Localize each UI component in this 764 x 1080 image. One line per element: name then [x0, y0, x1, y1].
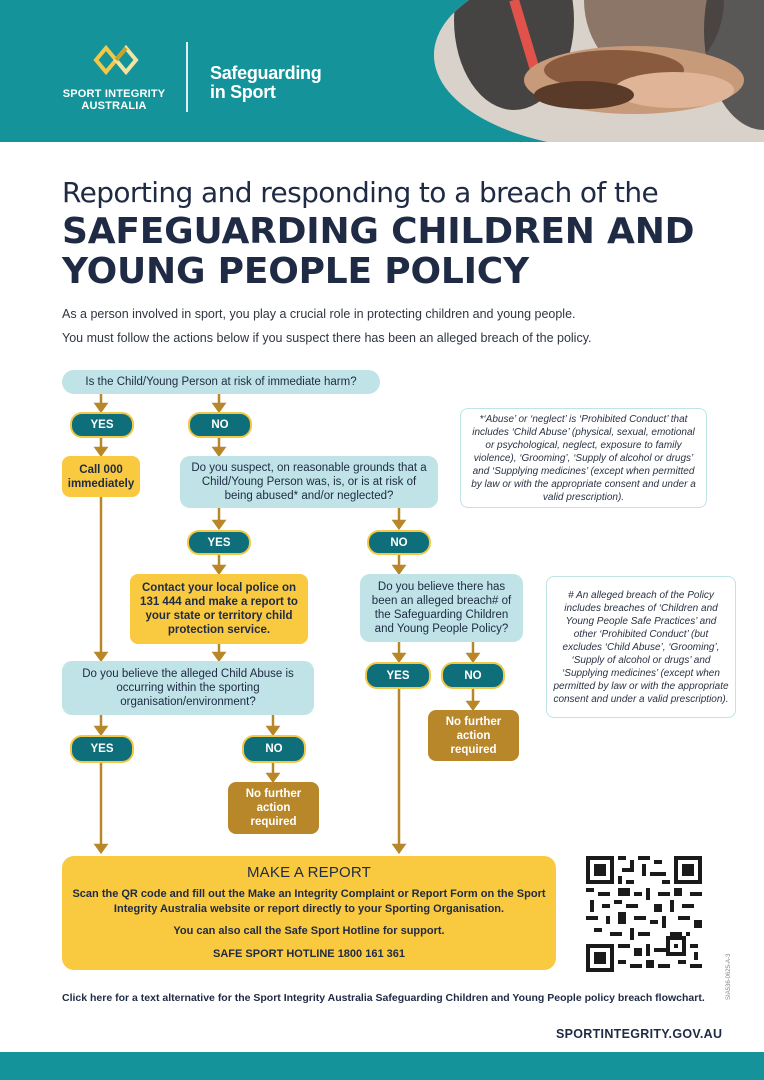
question-immediate-harm: Is the Child/Young Person at risk of immediate harm?	[62, 370, 380, 394]
yes-within-sporting-org: YES	[70, 735, 134, 763]
report-text-end: on the Sport Integrity Australia website or report directly to your Sporting Organisation.	[113, 888, 546, 915]
page-title-line2: YOUNG PEOPLE POLICY	[62, 251, 529, 292]
yes-suspect-abuse: YES	[187, 530, 251, 555]
question-suspect-abuse: Do you suspect, on reasonable grounds that a Child/Young Person was, is, or is at risk of being abused* and/or neglected?	[180, 456, 438, 508]
report-qr-code[interactable]	[586, 856, 702, 972]
no-further-action-breach: No further action required	[428, 710, 519, 761]
header-divider	[186, 42, 188, 112]
no-alleged-breach: NO	[441, 662, 505, 689]
breach-definition-note: # An alleged breach of the Policy includes breaches of ‘Children and Young People Safe Practices’ and other ‘Prohibited Conduct’ (but excludes ‘Child Abuse’, ‘Grooming’, ‘Supply of alcohol or drugs’ and ‘Supplying medicines’ (except when permitted by law or with the appropriate consent and under a valid prescription).	[546, 576, 736, 718]
program-title	[210, 64, 321, 102]
intro-paragraph-2: You must follow the actions below if you suspect there has been an alleged breach of the policy.	[62, 331, 592, 345]
intro-paragraph-1: As a person involved in sport, you play a crucial role in protecting children and young people.	[62, 307, 576, 321]
contact-police-box: Contact your local police on 131 444 and make a report to your state or territory child protection service.	[130, 574, 308, 644]
header-banner	[0, 0, 764, 142]
footer-bar	[0, 1052, 764, 1080]
no-immediate-harm: NO	[188, 412, 252, 438]
photo-illustration	[434, 0, 764, 142]
report-form-link[interactable]: Make an Integrity Complaint or Report Form	[247, 888, 478, 900]
make-a-report-title: MAKE A REPORT	[246, 864, 372, 881]
logo-text: SPORT INTEGRITY AUSTRALIA	[62, 88, 166, 112]
question-alleged-breach: Do you believe there has been an alleged breach# of the Safeguarding Children and Young People Policy?	[360, 574, 523, 642]
no-further-action-abuse: No further action required	[228, 782, 319, 834]
sport-integrity-logo[interactable]	[60, 42, 190, 114]
make-a-report-panel	[62, 856, 556, 970]
program-title-line2: in Sport	[210, 82, 276, 102]
hotline-support-text: You can also call the Safe Sport Hotline for support.	[173, 925, 445, 937]
no-within-sporting-org: NO	[242, 735, 306, 763]
make-a-report-instructions	[72, 887, 546, 917]
call-000-box: Call 000 immediately	[62, 456, 140, 497]
program-title-line1: Safeguarding	[210, 63, 322, 83]
yes-immediate-harm: YES	[70, 412, 134, 438]
website-url[interactable]: SPORTINTEGRITY.GOV.AU	[556, 1027, 723, 1041]
question-within-sporting-org: Do you believe the alleged Child Abuse is occurring within the sporting organisation/environment?	[62, 661, 314, 715]
abuse-definition-note: *‘Abuse’ or ‘neglect’ is ‘Prohibited Conduct’ that includes ‘Child Abuse’ (physical, sexual, emotional or psychological, neglect, exposure to family violence), ‘Grooming’, ‘Supply of alcohol or drugs’ and ‘Supplying medicines’ (except when permitted by law or with the appropriate consent and under a valid prescription).	[460, 408, 707, 508]
logo-mark-icon	[92, 42, 140, 78]
hands-together-photo	[434, 0, 764, 142]
document-reference: SIA536-0625-A-3	[726, 953, 732, 1000]
page-title	[62, 212, 694, 292]
no-suspect-abuse: NO	[367, 530, 431, 555]
yes-alleged-breach: YES	[365, 662, 431, 689]
report-text-start: Scan the QR code and fill out the	[72, 888, 248, 900]
text-alternative-link[interactable]: Click here for a text alternative for the Sport Integrity Australia Safeguarding Children and Young People policy breach flowchart.	[62, 992, 705, 1004]
page-title-line1: SAFEGUARDING CHILDREN AND	[62, 211, 695, 252]
page-subtitle: Reporting and responding to a breach of the	[62, 176, 659, 209]
safe-sport-hotline[interactable]: SAFE SPORT HOTLINE 1800 161 361	[213, 948, 405, 960]
